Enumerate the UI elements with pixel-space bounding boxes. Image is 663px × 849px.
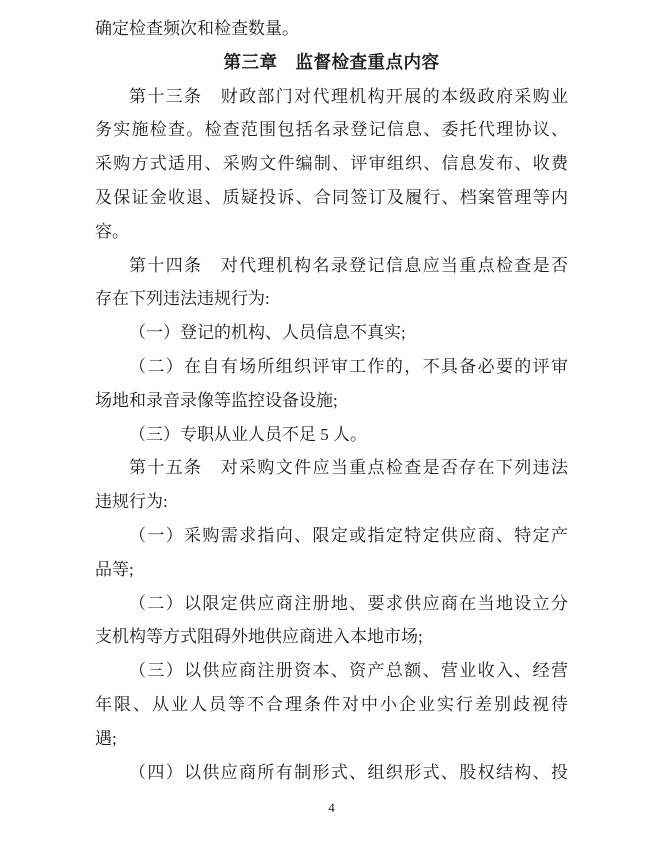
document-line: 及保证金收退、质疑投诉、合同签订及履行、档案管理等内 [95, 187, 568, 207]
document-line: 支机构等方式阻碍外地供应商进入本地市场; [95, 627, 423, 647]
chapter-heading: 第三章 监督检查重点内容 [223, 51, 440, 72]
document-line: 务实施检查。检查范围包括名录登记信息、委托代理协议、 [95, 120, 568, 140]
list-item-line: （二）以限定供应商注册地、要求供应商在当地设立分 [129, 593, 568, 613]
list-item-line: （一）采购需求指向、限定或指定特定供应商、特定产 [129, 525, 568, 545]
list-item-line: （四）以供应商所有制形式、组织形式、股权结构、投 [129, 762, 568, 782]
page-number: 4 [328, 800, 335, 815]
document-line: 遇; [95, 728, 117, 748]
list-item-line: （三）以供应商注册资本、资产总额、营业收入、经营 [129, 661, 568, 681]
document-line: 确定检查频次和检查数量。 [95, 19, 299, 38]
list-item-line: （二）在自有场所组织评审工作的，不具备必要的评审 [129, 356, 568, 376]
document-line: 品等; [95, 559, 134, 579]
list-item-line: （三）专职从业人员不足 5 人。 [129, 424, 367, 444]
document-line: 年限、从业人员等不合理条件对中小企业实行差别歧视待 [95, 694, 568, 714]
document-line: 存在下列违法违规行为: [95, 289, 270, 309]
list-item-line: （一）登记的机构、人员信息不真实; [129, 323, 406, 343]
article-15-line: 第十五条 对采购文件应当重点检查是否存在下列违法 [129, 458, 568, 478]
document-line: 采购方式适用、采购文件编制、评审组织、信息发布、收费 [95, 154, 568, 174]
document-line: 容。 [95, 221, 129, 241]
article-13-line: 第十三条 财政部门对代理机构开展的本级政府采购业 [129, 86, 568, 106]
document-line: 场地和录音录像等监控设备设施; [95, 390, 338, 410]
article-14-line: 第十四条 对代理机构名录登记信息应当重点检查是否 [129, 255, 568, 275]
document-line: 违规行为: [95, 492, 168, 512]
document-body [95, 12, 568, 789]
